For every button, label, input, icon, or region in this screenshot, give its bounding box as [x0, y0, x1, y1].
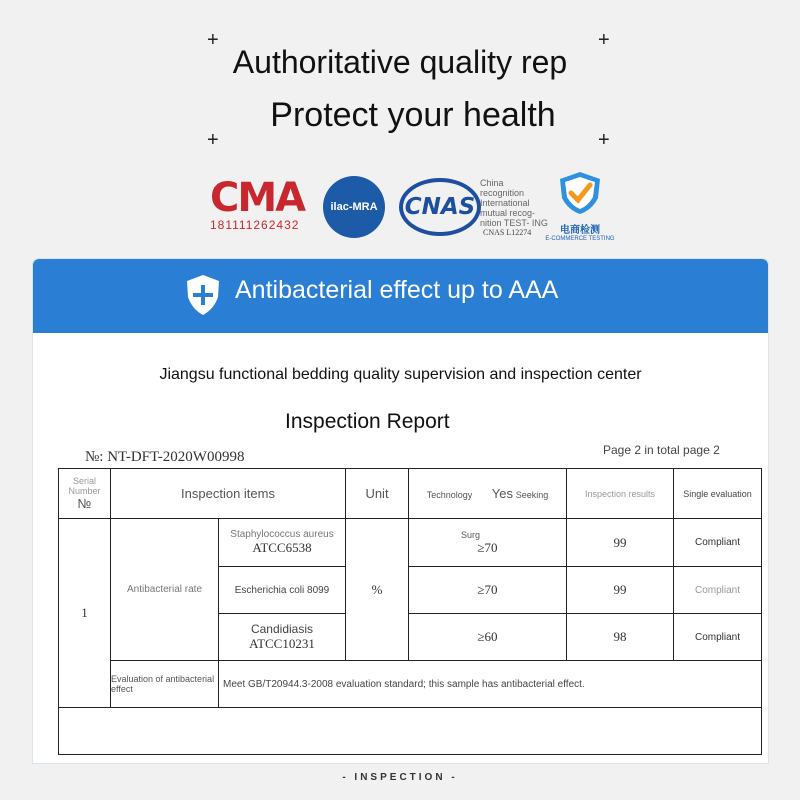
organism-cell	[219, 519, 346, 567]
report-number: №: NT-DFT-2020W00998	[85, 449, 245, 465]
ilac-mra-logo: ilac-MRA	[323, 176, 385, 238]
requirement-value: ≥70	[409, 567, 567, 614]
inspection-table	[58, 468, 762, 755]
requirement-value: ≥70	[477, 539, 498, 555]
header-yes-label: Yes	[491, 486, 513, 501]
plus-icon: +	[207, 129, 219, 151]
headline-primary: Authoritative quality rep	[232, 44, 568, 80]
report-page: Page 2 in total page 2	[603, 443, 720, 457]
cma-logo	[210, 175, 320, 232]
item-group: Antibacterial rate	[111, 519, 219, 661]
header-serial-label: Serial Number	[68, 476, 101, 496]
table-row	[59, 661, 762, 708]
table-header-row	[59, 469, 762, 519]
evaluation-value: Compliant	[674, 614, 762, 661]
table-row	[59, 708, 762, 755]
header-unit: Unit	[346, 469, 409, 519]
organism-name: Escherichia coli 8099	[219, 567, 346, 614]
evaluation-value: Compliant	[674, 519, 762, 567]
cma-mark: CMA	[210, 175, 305, 221]
report-card	[32, 258, 769, 764]
ecommerce-label-en: E-COMMERCE TESTING	[545, 236, 615, 242]
evaluation-value: Compliant	[674, 567, 762, 614]
evaluation-label: Evaluation of antibacterial effect	[111, 661, 219, 708]
result-value: 99	[567, 567, 674, 614]
unit-value: %	[346, 519, 409, 661]
empty-row	[59, 708, 762, 755]
shield-check-icon	[556, 170, 604, 216]
ecommerce-label-cn: 电商检测	[560, 225, 600, 236]
ecommerce-testing-logo	[545, 170, 615, 242]
certification-logos	[205, 170, 625, 245]
header-single-evaluation: Single evaluation	[674, 469, 762, 519]
plus-icon: +	[598, 129, 610, 151]
serial-number: 1	[59, 519, 111, 708]
organism-name: Candidiasis	[250, 622, 314, 636]
cma-number: 181111262432	[210, 218, 300, 232]
result-value: 99	[567, 519, 674, 567]
requirement-note: Surg	[461, 529, 481, 540]
shield-plus-icon	[185, 273, 221, 317]
result-value: 98	[567, 614, 674, 661]
header-results: Inspection results	[567, 469, 674, 519]
antibacterial-banner	[33, 259, 768, 333]
requirement-value: ≥60	[409, 614, 567, 661]
requirement-cell	[409, 519, 567, 567]
organism-name: Staphylococcus aureus	[230, 529, 334, 540]
cnas-caption-2: International mutual recog- nition TEST- ING	[480, 198, 548, 228]
organization-name: Jiangsu functional bedding quality supervision and inspection center	[159, 366, 642, 383]
cnas-logo: CNAS	[399, 178, 481, 236]
header-serial	[59, 469, 111, 519]
banner-title: Antibacterial effect up to AAA	[235, 276, 559, 304]
header-serial-symbol: №	[77, 496, 92, 511]
organism-code: ATCC6538	[252, 540, 312, 555]
evaluation-text: Meet GB/T20944.3-2008 evaluation standard; this sample has antibacterial effect.	[219, 661, 762, 708]
headline-secondary: Protect your health	[270, 96, 556, 134]
cnas-caption-1: China recognition	[480, 178, 525, 198]
table-row	[59, 519, 762, 567]
organism-code: ATCC10231	[249, 636, 315, 651]
header-items: Inspection items	[111, 469, 346, 519]
header-seeking-label: Seeking	[515, 490, 549, 500]
plus-icon: +	[598, 29, 610, 51]
organism-cell	[219, 614, 346, 661]
footer-label: - INSPECTION -	[342, 772, 458, 783]
cnas-caption	[480, 178, 550, 228]
header-technology-label: Technology	[426, 490, 473, 500]
report-title: Inspection Report	[285, 410, 450, 433]
plus-icon: +	[207, 29, 219, 51]
cnas-code: CNAS L12274	[483, 228, 532, 237]
header-technology	[409, 469, 567, 519]
